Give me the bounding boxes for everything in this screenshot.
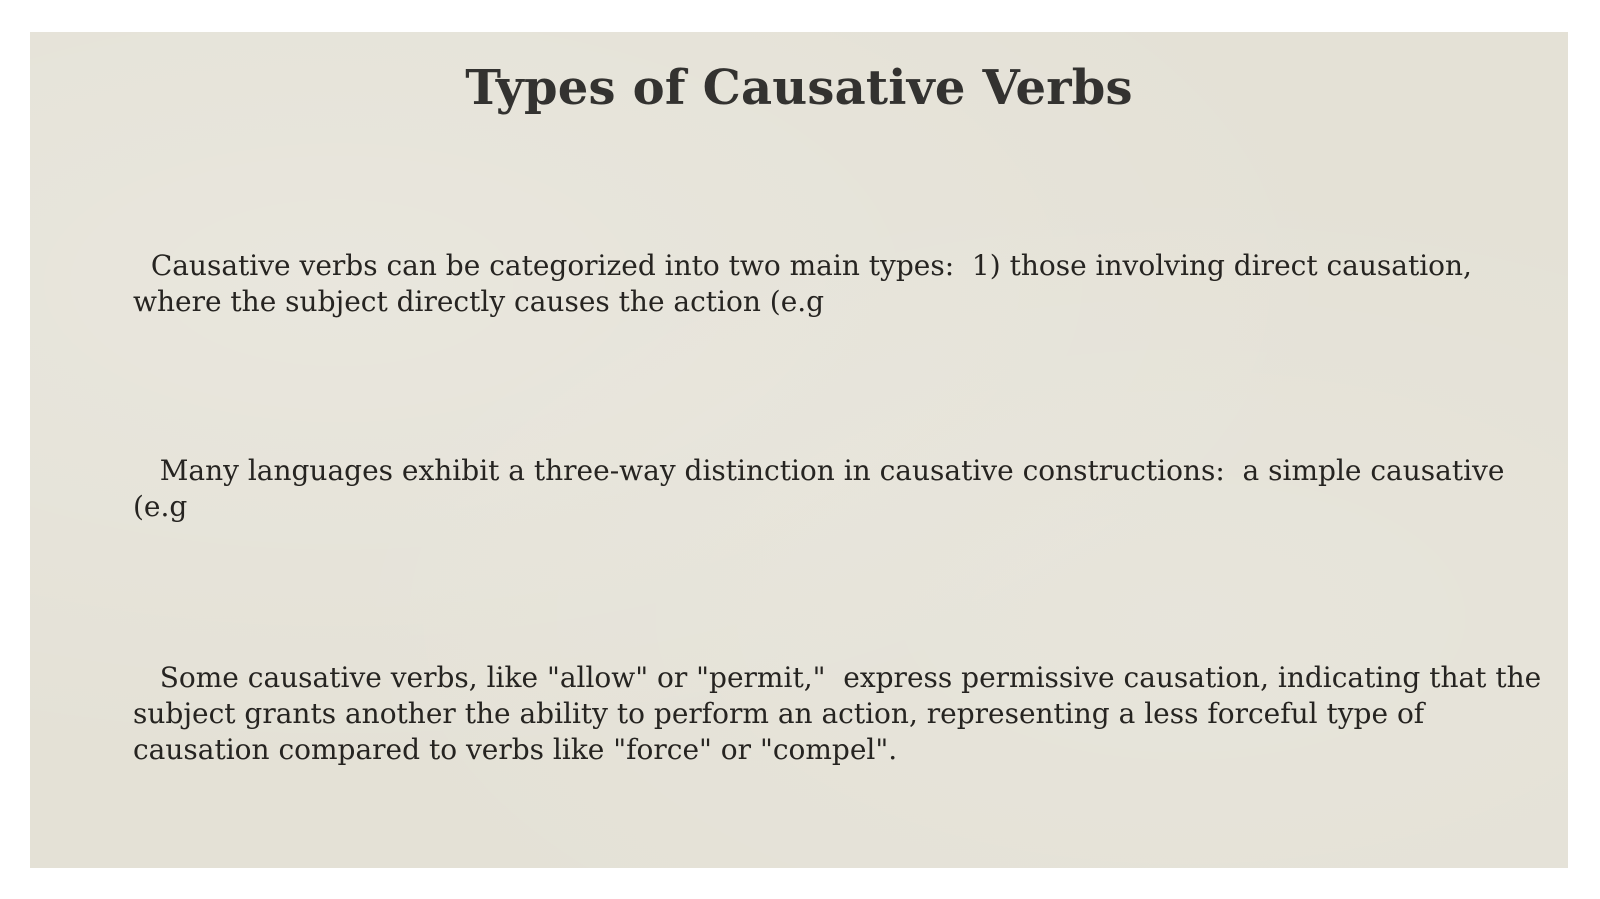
slide-title: Types of Causative Verbs bbox=[465, 60, 1133, 116]
paragraph-three-way-distinction: Many languages exhibit a three-way distinction in causative constructions: a simple causative (e.g bbox=[133, 454, 1514, 523]
paragraph-direct-causation: Causative verbs can be categorized into two main types: 1) those involving direct causation, where the subject directly causes the action (e.g bbox=[133, 249, 1481, 318]
slide bbox=[30, 32, 1568, 868]
paragraph-permissive-causation: Some causative verbs, like "allow" or "permit," express permissive causation, indicating that the subject grants another the ability to perform an action, representing a less forceful type of causation compared to verbs like "force" or "compel". bbox=[133, 661, 1551, 766]
